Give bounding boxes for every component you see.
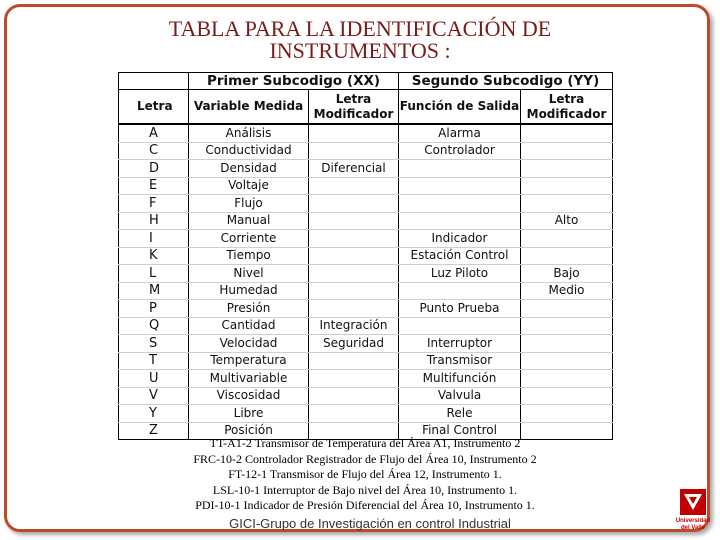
- cell-funcion-salida: Indicador: [399, 230, 521, 248]
- instrument-identification-table: [118, 72, 613, 440]
- cell-letra-modificador-1: [309, 405, 399, 423]
- header-letra: Letra: [119, 90, 189, 125]
- table-row: [119, 300, 613, 318]
- cell-letra-modificador-1: [309, 230, 399, 248]
- cell-funcion-salida: Multifunción: [399, 370, 521, 388]
- cell-variable-medida: Temperatura: [189, 352, 309, 370]
- example-line: FT-12-1 Transmisor de Flujo del Área 12, Instrumento 1.: [228, 467, 502, 481]
- cell-letra-modificador-2: [521, 317, 613, 335]
- cell-funcion-salida: [399, 317, 521, 335]
- cell-letra: L: [119, 265, 189, 283]
- cell-funcion-salida: [399, 177, 521, 195]
- cell-funcion-salida: Valvula: [399, 387, 521, 405]
- table-row: [119, 177, 613, 195]
- cell-variable-medida: Tiempo: [189, 247, 309, 265]
- footer-text: GICI-Grupo de Investigación en control Industrial: [229, 516, 511, 531]
- cell-funcion-salida: Interruptor: [399, 335, 521, 353]
- header-variable-medida: Variable Medida: [189, 90, 309, 125]
- cell-letra-modificador-2: [521, 195, 613, 213]
- cell-letra: S: [119, 335, 189, 353]
- university-shield-icon: [672, 488, 714, 518]
- cell-letra-modificador-2: [521, 387, 613, 405]
- table-row: [119, 212, 613, 230]
- table-row: [119, 352, 613, 370]
- example-line: PDI-10-1 Indicador de Presión Diferencial del Área 10, Instrumento 1.: [195, 498, 535, 512]
- cell-funcion-salida: Rele: [399, 405, 521, 423]
- logo-text: [672, 518, 714, 532]
- cell-letra: E: [119, 177, 189, 195]
- cell-funcion-salida: Luz Piloto: [399, 265, 521, 283]
- cell-variable-medida: Flujo: [189, 195, 309, 213]
- cell-letra-modificador-1: [309, 124, 399, 142]
- super-header-blank: [119, 73, 189, 90]
- table-row: [119, 370, 613, 388]
- cell-letra-modificador-1: [309, 212, 399, 230]
- cell-letra-modificador-1: [309, 300, 399, 318]
- cell-letra-modificador-1: [309, 195, 399, 213]
- cell-letra: I: [119, 230, 189, 248]
- title-line-2: INSTRUMENTOS :: [269, 38, 451, 63]
- cell-funcion-salida: [399, 282, 521, 300]
- cell-variable-medida: Posición: [189, 422, 309, 440]
- super-header-second-subcode: Segundo Subcodigo (YY): [399, 73, 613, 90]
- cell-letra-modificador-1: [309, 247, 399, 265]
- table-row: [119, 265, 613, 283]
- cell-variable-medida: Manual: [189, 212, 309, 230]
- super-header-row: [119, 73, 613, 90]
- cell-variable-medida: Análisis: [189, 124, 309, 142]
- cell-funcion-salida: Final Control: [399, 422, 521, 440]
- cell-letra: K: [119, 247, 189, 265]
- table-row: [119, 247, 613, 265]
- cell-variable-medida: Conductividad: [189, 142, 309, 160]
- logo-text-line-2: del Valle: [680, 525, 705, 531]
- table-row: [119, 317, 613, 335]
- table-row: [119, 335, 613, 353]
- header-letra-modificador-1: Letra Modificador: [309, 90, 399, 125]
- cell-letra-modificador-2: [521, 300, 613, 318]
- cell-letra-modificador-2: [521, 405, 613, 423]
- cell-letra-modificador-2: Alto: [521, 212, 613, 230]
- cell-letra-modificador-2: [521, 352, 613, 370]
- cell-letra: A: [119, 124, 189, 142]
- example-line: LSL-10-1 Interruptor de Bajo nivel del Área 10, Instrumento 1.: [212, 482, 518, 497]
- cell-letra-modificador-1: [309, 370, 399, 388]
- cell-variable-medida: Densidad: [189, 160, 309, 178]
- examples-block: [110, 436, 620, 514]
- cell-letra-modificador-2: [521, 142, 613, 160]
- example-line: FRC-10-2 Controlador Registrador de Flujo del Área 10, Instrumento 2: [193, 451, 537, 466]
- cell-variable-medida: Velocidad: [189, 335, 309, 353]
- header-letra-modificador-2: Letra Modificador: [521, 90, 613, 125]
- cell-letra: U: [119, 370, 189, 388]
- cell-letra-modificador-1: [309, 352, 399, 370]
- cell-letra-modificador-2: [521, 370, 613, 388]
- cell-letra-modificador-1: [309, 177, 399, 195]
- cell-letra-modificador-2: [521, 335, 613, 353]
- cell-letra-modificador-1: [309, 265, 399, 283]
- cell-variable-medida: Corriente: [189, 230, 309, 248]
- cell-letra-modificador-2: [521, 160, 613, 178]
- table-row: [119, 160, 613, 178]
- cell-funcion-salida: Punto Prueba: [399, 300, 521, 318]
- cell-variable-medida: Nivel: [189, 265, 309, 283]
- cell-letra: C: [119, 142, 189, 160]
- cell-letra: V: [119, 387, 189, 405]
- table-row: [119, 142, 613, 160]
- header-funcion-salida: Función de Salida: [399, 90, 521, 125]
- super-header-first-subcode: Primer Subcodigo (XX): [189, 73, 399, 90]
- cell-letra: F: [119, 195, 189, 213]
- cell-variable-medida: Libre: [189, 405, 309, 423]
- cell-funcion-salida: [399, 195, 521, 213]
- cell-letra-modificador-1: Seguridad: [309, 335, 399, 353]
- table-row: [119, 387, 613, 405]
- cell-letra: Y: [119, 405, 189, 423]
- cell-letra-modificador-2: [521, 247, 613, 265]
- logo-text-line-1: Universidad: [675, 518, 711, 524]
- cell-letra-modificador-2: Bajo: [521, 265, 613, 283]
- cell-letra-modificador-1: Diferencial: [309, 160, 399, 178]
- cell-variable-medida: Humedad: [189, 282, 309, 300]
- cell-funcion-salida: Alarma: [399, 124, 521, 142]
- table-row: [119, 405, 613, 423]
- cell-funcion-salida: [399, 160, 521, 178]
- cell-letra: P: [119, 300, 189, 318]
- example-line: TT-A1-2 Transmisor de Temperatura del Área A1, Instrumento 2: [209, 436, 521, 450]
- cell-letra: T: [119, 352, 189, 370]
- cell-letra: D: [119, 160, 189, 178]
- table-row: [119, 230, 613, 248]
- cell-letra: Z: [119, 422, 189, 440]
- cell-variable-medida: Multivariable: [189, 370, 309, 388]
- title-line-1: TABLA PARA LA IDENTIFICACIÓN DE: [168, 16, 552, 41]
- university-logo: [672, 488, 714, 536]
- cell-funcion-salida: [399, 212, 521, 230]
- cell-funcion-salida: Transmisor: [399, 352, 521, 370]
- table-row: [119, 124, 613, 142]
- cell-letra: Q: [119, 317, 189, 335]
- cell-letra-modificador-2: [521, 177, 613, 195]
- cell-variable-medida: Cantidad: [189, 317, 309, 335]
- cell-letra-modificador-1: [309, 387, 399, 405]
- column-header-row: [119, 90, 613, 125]
- cell-letra-modificador-1: [309, 142, 399, 160]
- cell-letra-modificador-1: Integración: [309, 317, 399, 335]
- cell-letra: H: [119, 212, 189, 230]
- cell-letra-modificador-1: [309, 282, 399, 300]
- cell-funcion-salida: Controlador: [399, 142, 521, 160]
- table-row: [119, 282, 613, 300]
- page-title: [60, 18, 660, 62]
- cell-letra-modificador-2: [521, 230, 613, 248]
- cell-funcion-salida: Estación Control: [399, 247, 521, 265]
- cell-variable-medida: Voltaje: [189, 177, 309, 195]
- table-row: [119, 195, 613, 213]
- cell-letra: M: [119, 282, 189, 300]
- cell-letra-modificador-2: [521, 124, 613, 142]
- cell-variable-medida: Presión: [189, 300, 309, 318]
- cell-letra-modificador-2: Medio: [521, 282, 613, 300]
- cell-variable-medida: Viscosidad: [189, 387, 309, 405]
